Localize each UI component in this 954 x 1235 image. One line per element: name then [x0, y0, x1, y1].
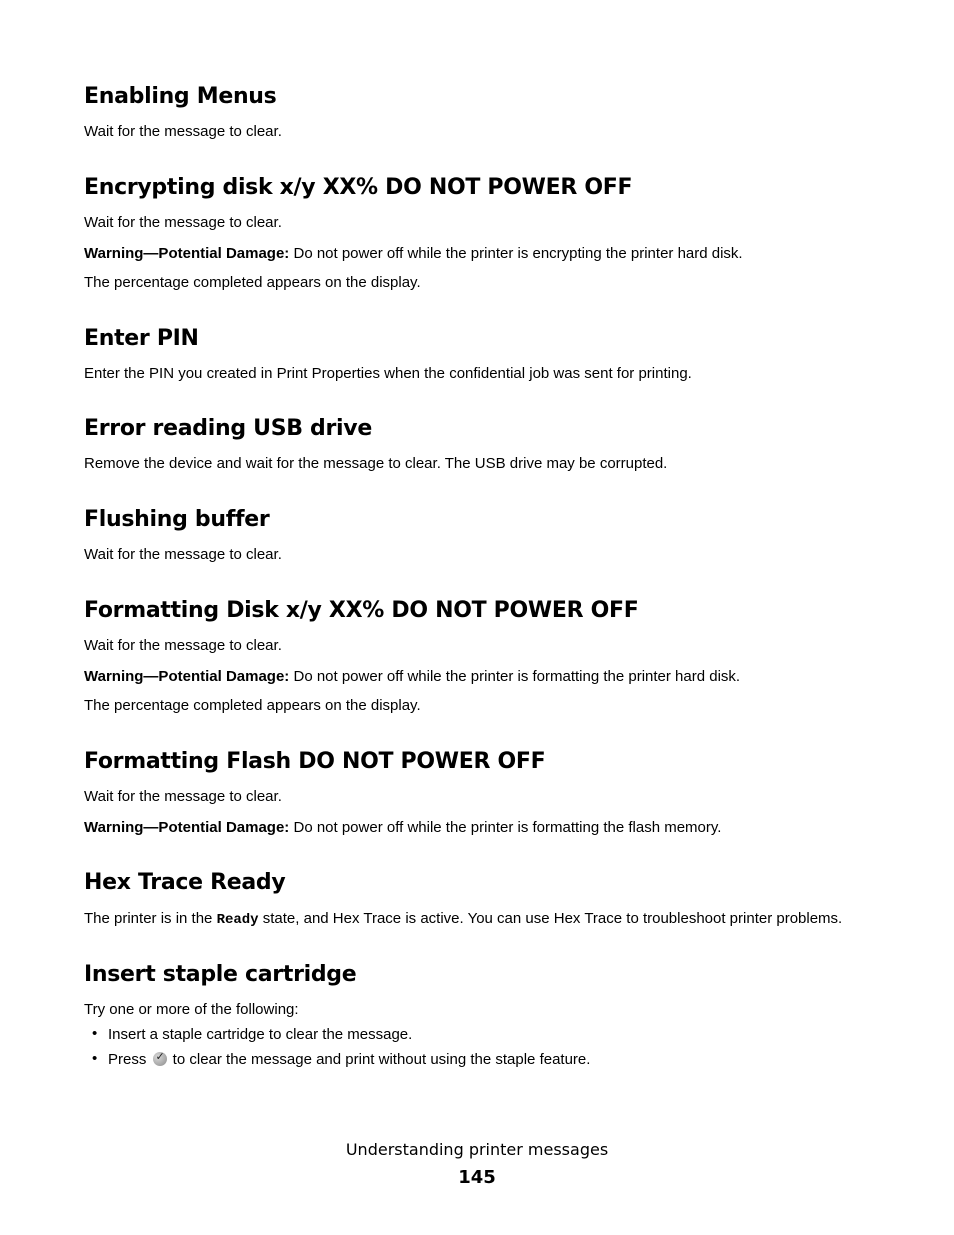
footer-title: Understanding printer messages	[345, 1140, 609, 1159]
body-text: Wait for the message to clear.	[84, 637, 282, 654]
warning-paragraph	[84, 668, 740, 685]
section-heading: Insert staple cartridge	[84, 962, 357, 987]
select-button-icon	[153, 1052, 167, 1066]
press-after-text: to clear the message and print without using the staple feature.	[168, 1051, 591, 1068]
body-text: Wait for the message to clear.	[84, 788, 282, 805]
press-text: Press	[108, 1051, 151, 1068]
page-number: 145	[458, 1167, 496, 1188]
body-text	[84, 910, 842, 928]
warning-text: Do not power off while the printer is formatting the printer hard disk.	[289, 668, 741, 685]
body-text: Wait for the message to clear.	[84, 214, 282, 231]
warning-paragraph	[84, 819, 721, 836]
body-text: The percentage completed appears on the display.	[84, 697, 421, 714]
warning-text: Do not power off while the printer is encrypting the printer hard disk.	[289, 245, 743, 262]
body-text: Remove the device and wait for the message to clear. The USB drive may be corrupted.	[84, 455, 668, 472]
warning-paragraph	[84, 245, 743, 262]
section-heading: Formatting Flash DO NOT POWER OFF	[84, 749, 546, 774]
text-after-code: state, and Hex Trace is active. You can use Hex Trace to troubleshoot printer problems.	[258, 910, 843, 927]
warning-label: Warning—Potential Damage:	[84, 819, 290, 836]
body-text: The percentage completed appears on the display.	[84, 274, 421, 291]
warning-text: Do not power off while the printer is formatting the flash memory.	[289, 819, 722, 836]
list-item: Insert a staple cartridge to clear the message.	[108, 1026, 413, 1043]
warning-label: Warning—Potential Damage:	[84, 245, 290, 262]
body-text: Wait for the message to clear.	[84, 546, 282, 563]
body-text: Try one or more of the following:	[84, 1001, 299, 1018]
body-text: Enter the PIN you created in Print Properties when the confidential job was sent for printing.	[84, 365, 692, 382]
section-heading: Hex Trace Ready	[84, 870, 286, 895]
list-item	[108, 1051, 590, 1068]
warning-label: Warning—Potential Damage:	[84, 668, 290, 685]
ready-code: Ready	[216, 912, 259, 928]
section-heading: Encrypting disk x/y XX% DO NOT POWER OFF	[84, 175, 633, 200]
section-heading: Formatting Disk x/y XX% DO NOT POWER OFF	[84, 598, 639, 623]
bullet-marker: •	[92, 1050, 98, 1067]
section-heading: Error reading USB drive	[84, 416, 372, 441]
section-heading: Enter PIN	[84, 326, 199, 351]
text-before-code: The printer is in the	[84, 910, 217, 927]
bullet-marker: •	[92, 1025, 98, 1042]
body-text: Wait for the message to clear.	[84, 123, 282, 140]
section-heading: Enabling Menus	[84, 84, 277, 109]
section-heading: Flushing buffer	[84, 507, 270, 532]
